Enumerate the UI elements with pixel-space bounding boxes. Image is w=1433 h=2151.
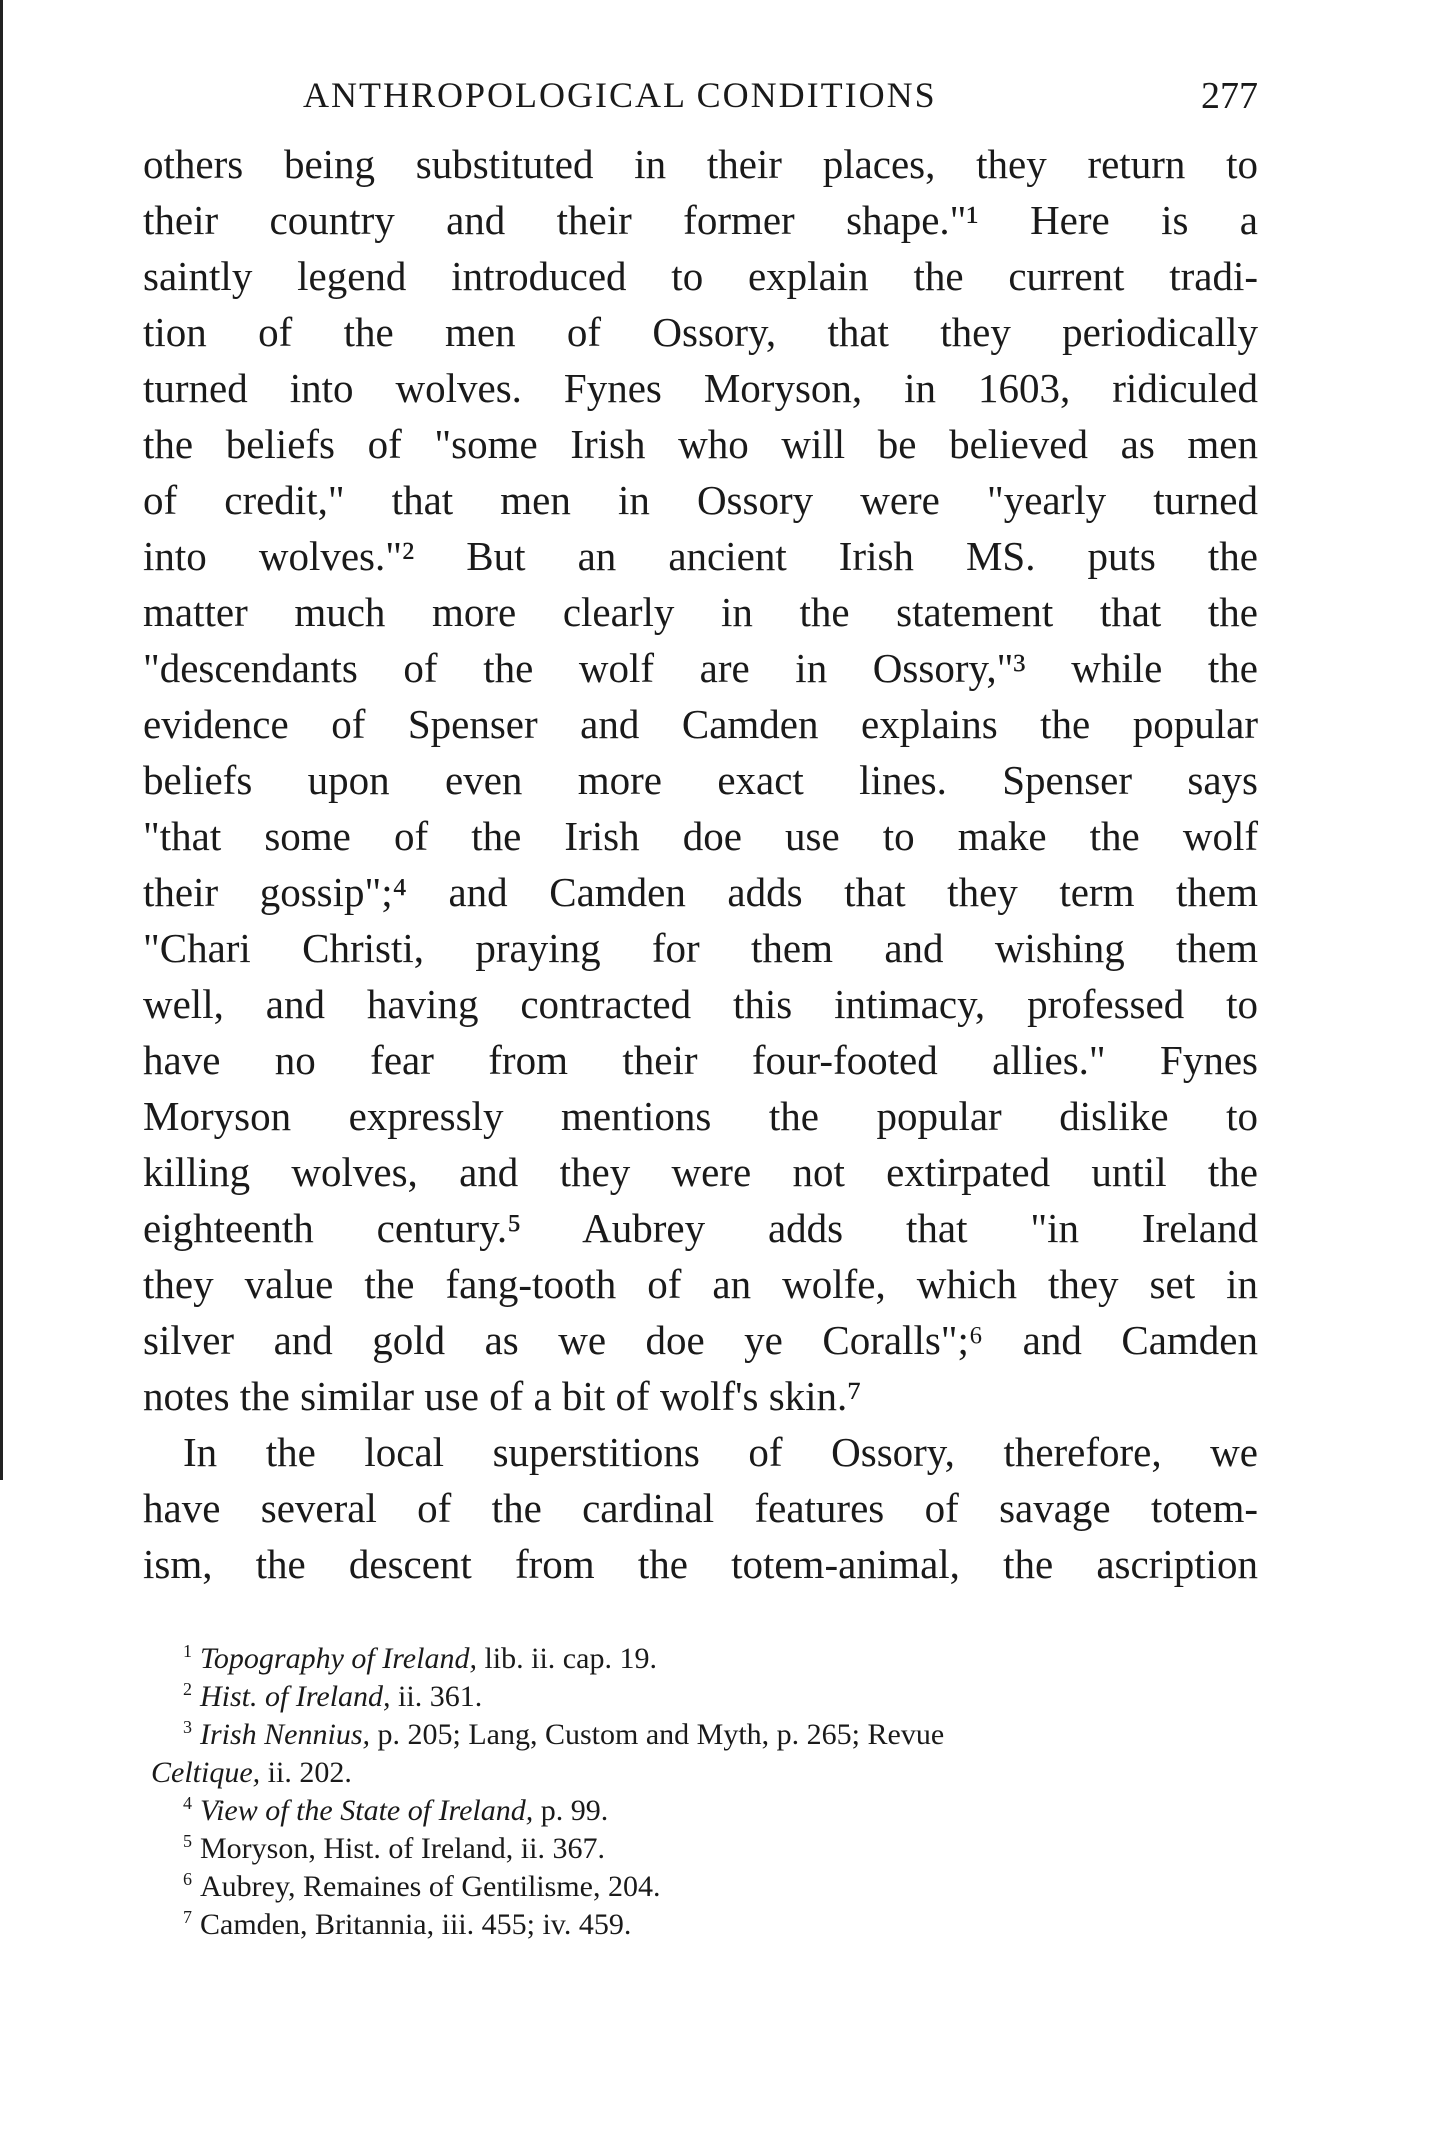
page-number: 277: [1201, 75, 1258, 117]
text-line: "that some of the Irish doe use to make the wolf: [143, 813, 1258, 859]
text-line: the beliefs of "some Irish who will be believed as men: [143, 421, 1258, 467]
page-header: [143, 70, 1258, 130]
text-line: "Chari Christi, praying for them and wishing them: [143, 925, 1258, 971]
scan-edge-line: [0, 0, 3, 1480]
text-line: evidence of Spenser and Camden explains the popular: [143, 701, 1258, 747]
running-title: ANTHROPOLOGICAL CONDITIONS: [303, 75, 937, 115]
footnote-marker: 7: [183, 1907, 192, 1927]
footnote-title: Irish Nennius,: [200, 1718, 371, 1751]
text-line: have no fear from their four-footed allies." Fynes: [143, 1037, 1258, 1083]
body-text: [143, 136, 1258, 1592]
text-line: killing wolves, and they were not extirpated until the: [143, 1149, 1258, 1195]
text-line: saintly legend introduced to explain the current tradi-: [143, 253, 1258, 299]
footnote: [143, 1632, 1258, 1675]
text-line: ism, the descent from the totem-animal, the ascription: [143, 1541, 1258, 1587]
text-line: beliefs upon even more exact lines. Spenser says: [143, 757, 1258, 803]
text-line: their gossip";⁴ and Camden adds that they term them: [143, 869, 1258, 915]
text-line: well, and having contracted this intimacy, professed to: [143, 981, 1258, 1027]
footnote-title: Celtique,: [151, 1756, 261, 1789]
footnote-text: p. 205; Lang, Custom and Myth, p. 265; Revue: [370, 1718, 945, 1751]
text-line: of credit," that men in Ossory were "yearly turned: [143, 477, 1258, 523]
footnote-text: ii. 202.: [260, 1756, 352, 1789]
text-line: tion of the men of Ossory, that they periodically: [143, 309, 1258, 355]
footnote-text: Camden, Britannia, iii. 455; iv. 459.: [200, 1908, 632, 1941]
footnote-marker: 4: [183, 1793, 192, 1813]
text-line: turned into wolves. Fynes Moryson, in 1603, ridiculed: [143, 365, 1258, 411]
footnote-marker: 2: [183, 1679, 192, 1699]
text-line: silver and gold as we doe ye Coralls";⁶ and Camden: [143, 1317, 1258, 1363]
footnote-marker: 6: [183, 1869, 192, 1889]
text-line: matter much more clearly in the statement that the: [143, 589, 1258, 635]
text-line: notes the similar use of a bit of wolf's skin.⁷: [143, 1373, 862, 1419]
footnote: [143, 1708, 1258, 1751]
footnote-marker: 1: [183, 1641, 192, 1661]
footnote-text: lib. ii. cap. 19.: [476, 1642, 657, 1675]
text-line: they value the fang-tooth of an wolfe, which they set in: [143, 1261, 1258, 1307]
text-line: "descendants of the wolf are in Ossory,"³ while the: [143, 645, 1258, 691]
text-line: into wolves."² But an ancient Irish MS. puts the: [143, 533, 1258, 579]
paragraph-start-line: In the local superstitions of Ossory, therefore, we: [183, 1429, 1258, 1475]
footnote: [143, 1860, 1258, 1903]
footnote-text: ii. 361.: [390, 1680, 483, 1713]
footnote-marker: 5: [183, 1831, 192, 1851]
text-line: have several of the cardinal features of savage totem-: [143, 1485, 1258, 1531]
text-line: Moryson expressly mentions the popular dislike to: [143, 1093, 1258, 1139]
footnote: [143, 1670, 1258, 1713]
text-line: their country and their former shape."¹ Here is a: [143, 197, 1258, 243]
book-page: [143, 70, 1258, 1941]
footnote: [143, 1822, 1258, 1865]
footnote-text: Moryson, Hist. of Ireland, ii. 367.: [200, 1832, 605, 1865]
footnote: [143, 1898, 1258, 1941]
footnotes: [143, 1632, 1258, 1941]
footnote-text: Aubrey, Remaines of Gentilisme, 204.: [200, 1870, 661, 1903]
footnote-title: Hist. of Ireland,: [200, 1680, 391, 1713]
text-line: eighteenth century.⁵ Aubrey adds that "in Ireland: [143, 1205, 1258, 1251]
text-line: others being substituted in their places, they return to: [143, 141, 1258, 187]
footnote-title: Topography of Ireland,: [200, 1642, 477, 1675]
footnote-continuation: [143, 1746, 1258, 1789]
footnote-text: p. 99.: [533, 1794, 609, 1827]
footnote: [143, 1784, 1258, 1827]
footnote-marker: 3: [183, 1717, 192, 1737]
footnote-title: View of the State of Ireland,: [200, 1794, 534, 1827]
